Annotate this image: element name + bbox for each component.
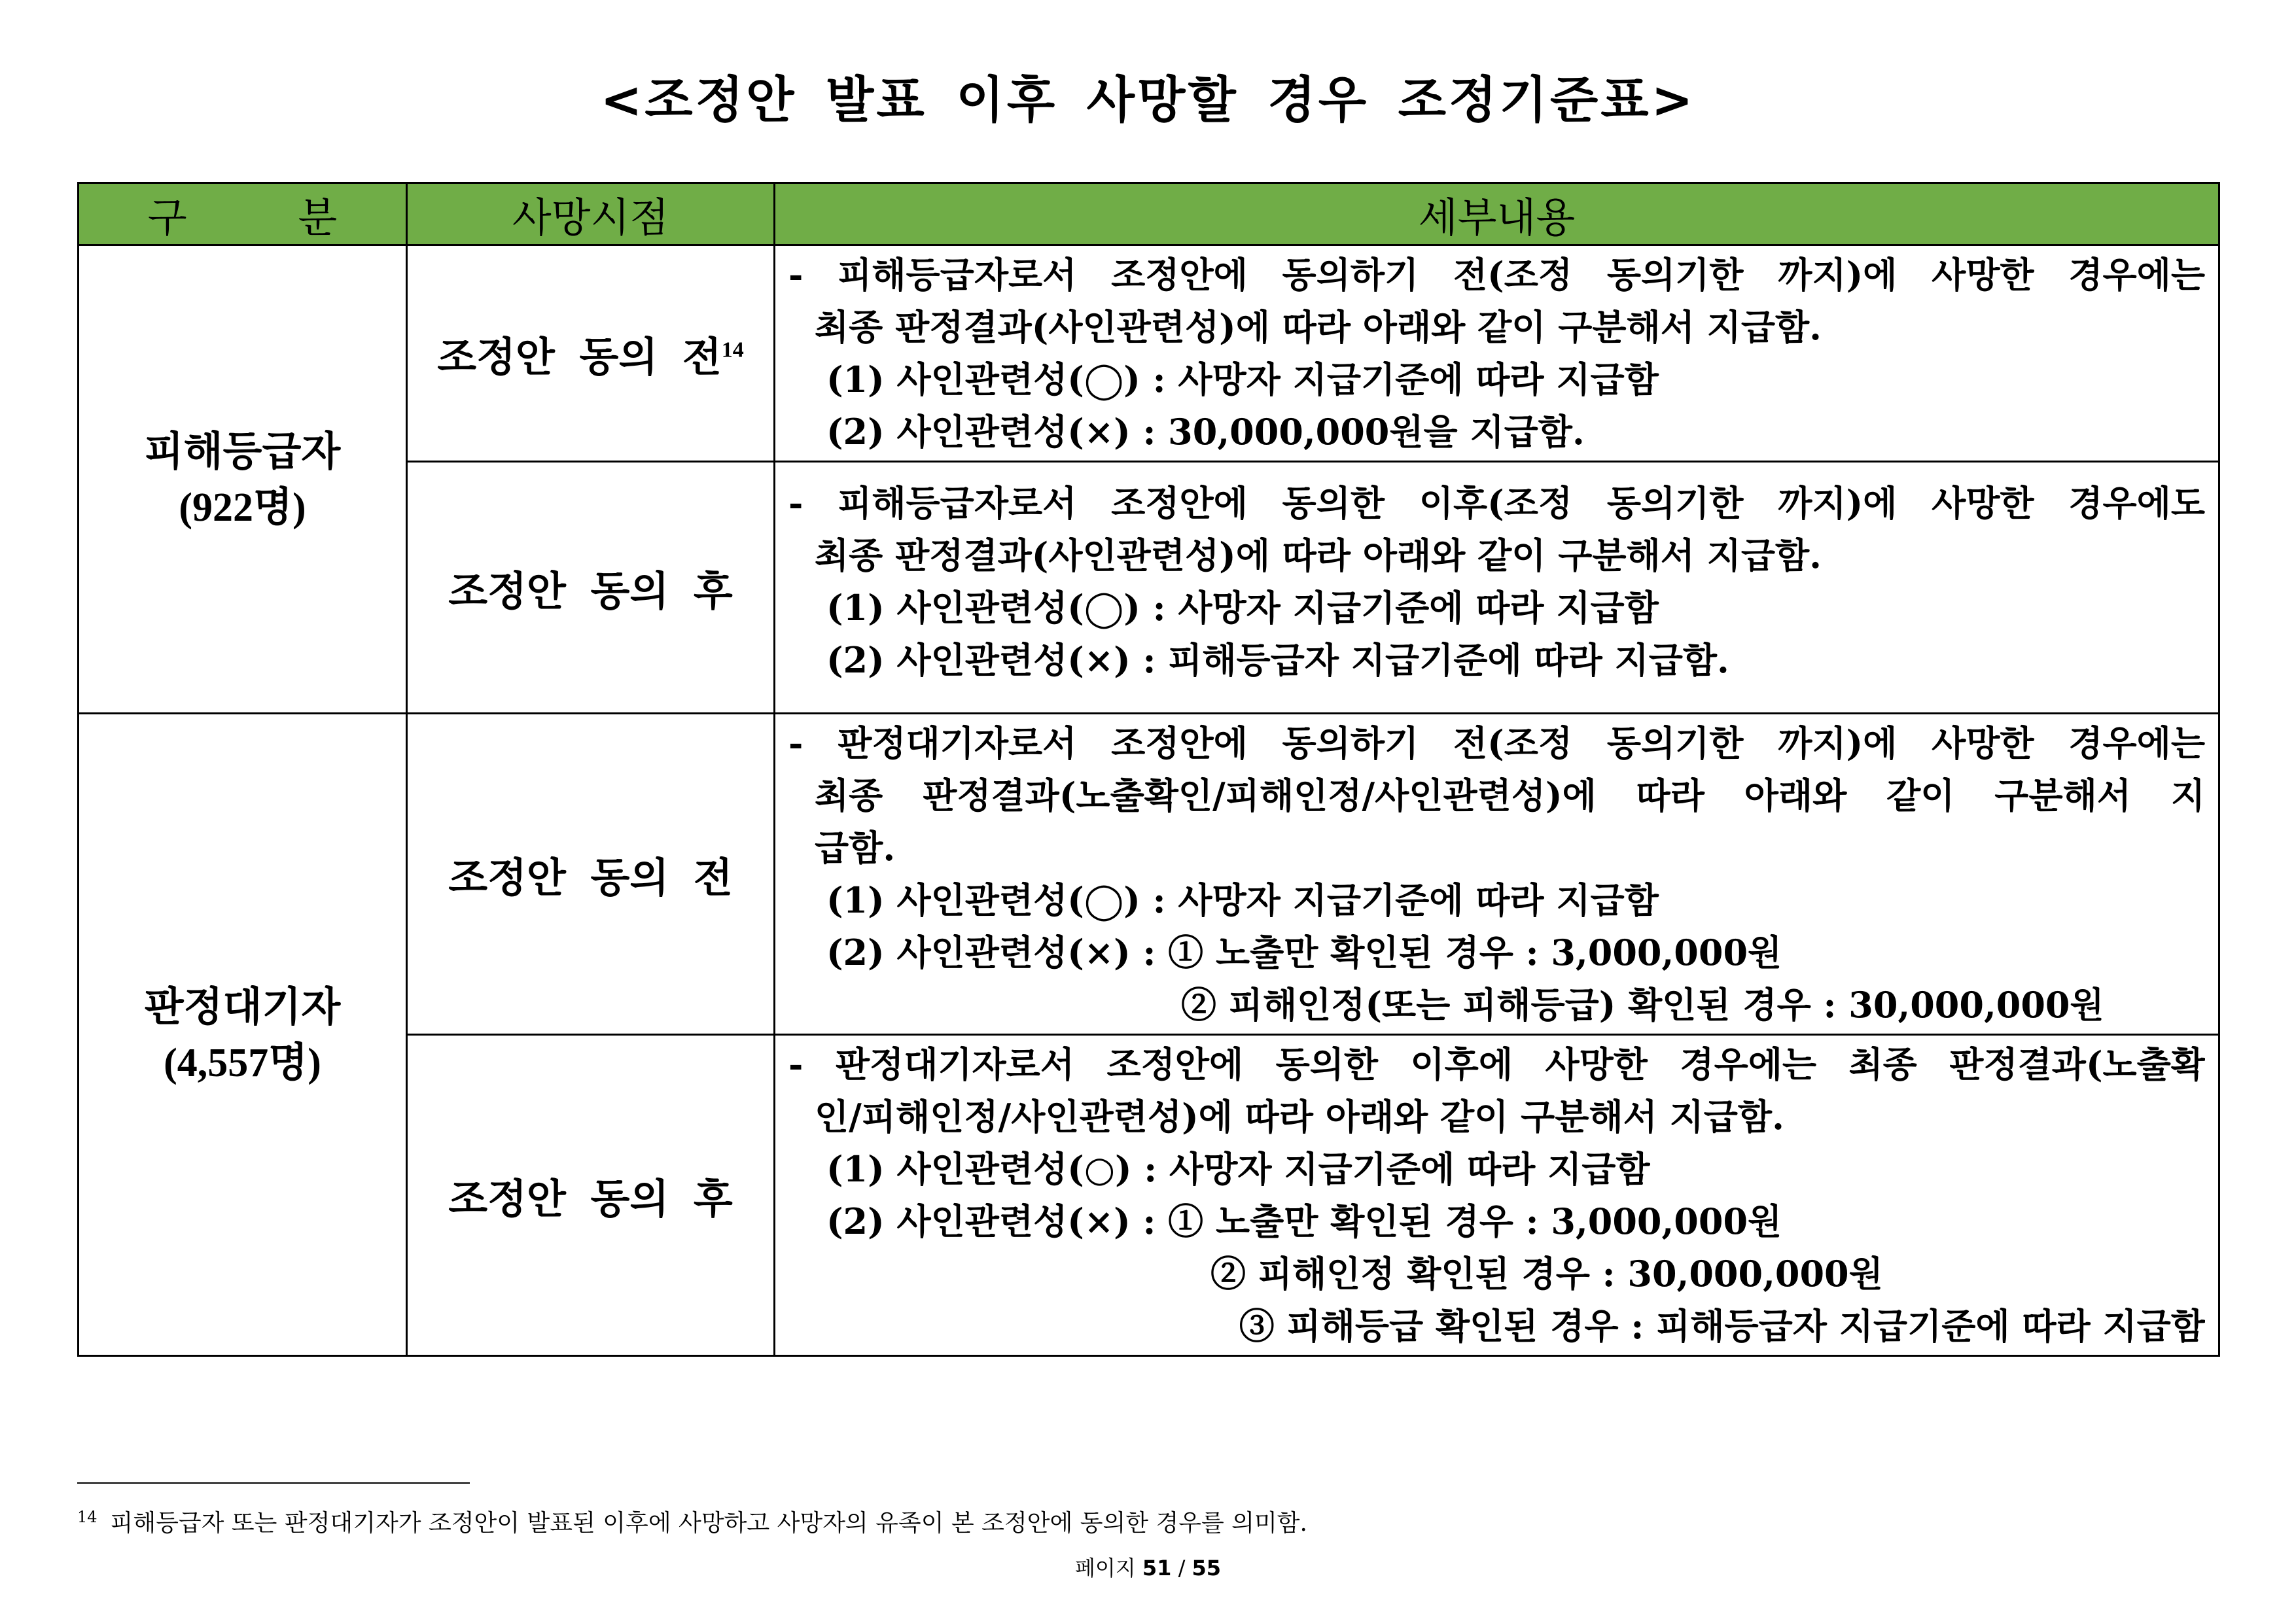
detail-line: (1) 사인관련성(◯) : 사망자 지급기준에 따라 지급함 (826, 587, 1659, 629)
header-death-time: 사망시점 (407, 183, 775, 245)
page-title: <조정안 발표 이후 사망할 경우 조정기준표> (600, 71, 1696, 129)
detail-line: 최종 판정결과(사인관련성)에 따라 아래와 같이 구분해서 지급함. (815, 534, 1822, 576)
detail-cell (775, 245, 2219, 462)
page-current: 51 (1142, 1556, 1172, 1580)
footnote-text: 피해등급자 또는 판정대기자가 조정안이 발표된 이후에 사망하고 사망자의 유족이 본 조정안에 동의한 경우를 의미함. (110, 1510, 1308, 1537)
header-category: 구 분 (79, 183, 407, 245)
table-row (79, 245, 2219, 462)
detail-line: (2) 사인관련성(×) : ① 노출만 확인된 경우 : 3,000,000원 (826, 932, 1782, 973)
table-row (79, 714, 2219, 1035)
detail-line: (1) 사인관련성(○) : 사망자 지급기준에 따라 지급함 (826, 1148, 1650, 1190)
detail-cell (775, 1035, 2219, 1356)
detail-line: (2) 사인관련성(×) : 30,000,000원을 지급함. (826, 411, 1585, 453)
detail-cell (775, 462, 2219, 714)
detail-line: ③ 피해등급 확인된 경우 : 피해등급자 지급기준에 따라 지급함 (1239, 1305, 2205, 1347)
detail-line: 급함. (815, 827, 896, 869)
page-total: 55 (1192, 1556, 1222, 1580)
detail-line: 인/피해인정/사인관련성)에 따라 아래와 같이 구분해서 지급함. (815, 1096, 1784, 1138)
category-label: 피해등급자 (144, 427, 341, 475)
detail-line: (1) 사인관련성(◯) : 사망자 지급기준에 따라 지급함 (826, 358, 1659, 400)
page-label: 페이지 (1074, 1556, 1136, 1580)
detail-line: 최종 판정결과(노출확인/피해인정/사인관련성)에 따라 아래와 같이 구분해서 지 (815, 775, 2205, 816)
detail-line: - 판정대기자로서 조정안에 동의하기 전(조정 동의기한 까지)에 사망한 경우에는 (788, 722, 2205, 764)
detail-line: - 판정대기자로서 조정안에 동의한 이후에 사망한 경우에는 최종 판정결과(노출확 (788, 1043, 2205, 1085)
category-cell (79, 245, 407, 714)
footnote-ref: 14 (721, 337, 744, 362)
category-count: (4,557명) (164, 1040, 321, 1085)
death-time-label: 조정안 동의 전 (437, 332, 722, 381)
death-time-cell (407, 245, 775, 462)
footnote-divider (77, 1482, 470, 1484)
death-time-label: 조정안 동의 후 (448, 567, 733, 615)
detail-line: (2) 사인관련성(×) : 피해등급자 지급기준에 따라 지급함. (826, 639, 1729, 681)
header-details: 세부내용 (775, 183, 2219, 245)
page-separator: / (1178, 1556, 1186, 1580)
death-time-cell (407, 462, 775, 714)
death-time-cell (407, 1035, 775, 1356)
death-time-label: 조정안 동의 후 (448, 1174, 733, 1223)
detail-line: ② 피해인정(또는 피해등급) 확인된 경우 : 30,000,000원 (1181, 984, 2104, 1026)
detail-line: - 피해등급자로서 조정안에 동의한 이후(조정 동의기한 까지)에 사망한 경우에도 (788, 482, 2205, 524)
death-time-label: 조정안 동의 전 (448, 853, 733, 901)
category-label: 판정대기자 (144, 982, 341, 1030)
category-cell (79, 714, 407, 1356)
footnote (77, 1505, 1307, 1538)
detail-line: (1) 사인관련성(◯) : 사망자 지급기준에 따라 지급함 (826, 879, 1659, 921)
category-count: (922명) (179, 485, 306, 530)
detail-line: 최종 판정결과(사인관련성)에 따라 아래와 같이 구분해서 지급함. (815, 306, 1822, 348)
page-number (0, 1552, 2296, 1582)
footnote-number: 14 (77, 1508, 97, 1526)
adjustment-criteria-table (77, 182, 2220, 1357)
detail-line: - 피해등급자로서 조정안에 동의하기 전(조정 동의기한 까지)에 사망한 경우에는 (788, 254, 2205, 296)
death-time-cell (407, 714, 775, 1035)
detail-line: ② 피해인정 확인된 경우 : 30,000,000원 (1210, 1253, 1883, 1295)
detail-line: (2) 사인관련성(×) : ① 노출만 확인된 경우 : 3,000,000원 (826, 1200, 1782, 1242)
detail-cell (775, 714, 2219, 1035)
table-header-row (79, 183, 2219, 245)
